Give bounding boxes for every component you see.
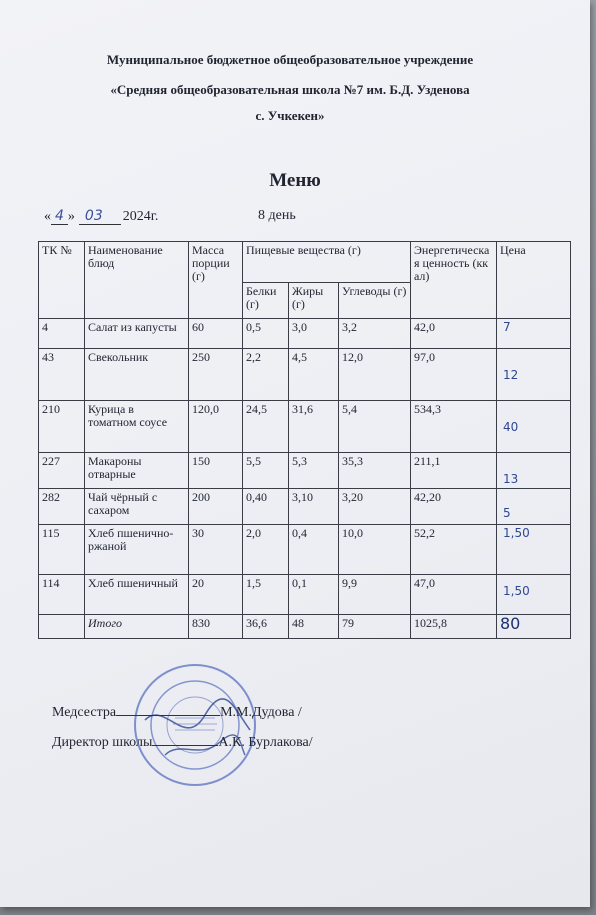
cell-tk: 210 [39,401,85,453]
col-header-mass: Масса порции (г) [189,242,243,319]
cell-tk: 4 [39,319,85,349]
director-name: А.К. Бурлакова/ [218,735,313,750]
cell-mass: 20 [189,575,243,615]
cell-proteins: 2,2 [243,349,289,401]
nurse-label: Медсестра [52,705,117,720]
price-value: 13 [503,472,519,486]
price-value: 12 [503,368,519,382]
date-close-quote: » [67,209,75,224]
cell-mass: 150 [189,453,243,489]
cell-mass: 30 [189,525,243,575]
cell-price [497,525,571,575]
cell-energy: 42,0 [411,319,497,349]
cell-proteins: 2,0 [243,525,289,575]
director-signature-line [52,735,313,751]
col-header-price: Цена [497,242,571,319]
total-mass: 830 [189,615,243,639]
cell-proteins: 24,5 [243,401,289,453]
school-header-line-1: Муниципальное бюджетное общеобразовательное учреждение [106,52,474,67]
cell-mass: 250 [189,349,243,401]
date-month: 03 [79,208,121,225]
menu-table [38,241,571,639]
table-total-row [39,615,571,639]
table-row [39,489,571,525]
cell-proteins: 0,5 [243,319,289,349]
cell-carbs: 35,3 [339,453,411,489]
date-day: 4 [51,208,68,225]
col-header-energy: Энергетическая ценность (ккал) [411,242,497,319]
cell-name: Салат из капусты [85,319,189,349]
cell-mass: 120,0 [189,401,243,453]
total-label: Итого [85,615,189,639]
cell-energy: 211,1 [411,453,497,489]
cell-energy: 42,20 [411,489,497,525]
cell-price [497,401,571,453]
table-row [39,349,571,401]
cell-name: Курица в томатном соусе [85,401,189,453]
col-header-nutrients: Пищевые вещества (г) [243,242,411,283]
table-row [39,575,571,615]
cell-energy: 47,0 [411,575,497,615]
cell-price [497,349,571,401]
col-header-name: Наименование блюд [85,242,189,319]
total-fats: 48 [289,615,339,639]
cell-name: Хлеб пшеничный [85,575,189,615]
col-header-fats: Жиры (г) [289,283,339,319]
total-price-cell [497,615,571,639]
total-proteins: 36,6 [243,615,289,639]
cell-fats: 4,5 [289,349,339,401]
total-carbs: 79 [339,615,411,639]
cell-mass: 200 [189,489,243,525]
cell-proteins: 1,5 [243,575,289,615]
cell-carbs: 5,4 [339,401,411,453]
cell-carbs: 9,9 [339,575,411,615]
cell-fats: 3,0 [289,319,339,349]
cell-price [497,489,571,525]
cell-proteins: 5,5 [243,453,289,489]
cell-fats: 0,1 [289,575,339,615]
cell-carbs: 3,20 [339,489,411,525]
nurse-signature-line [52,705,302,721]
total-energy: 1025,8 [411,615,497,639]
cell-name: Чай чёрный с сахаром [85,489,189,525]
cell-tk: 43 [39,349,85,401]
date-line [44,208,158,225]
cell-fats: 3,10 [289,489,339,525]
price-value: 5 [503,506,511,520]
cell-tk: 115 [39,525,85,575]
cell-name: Макароны отварные [85,453,189,489]
cell-mass: 60 [189,319,243,349]
table-row [39,319,571,349]
cell-fats: 0,4 [289,525,339,575]
cell-name: Хлеб пшенично-ржаной [85,525,189,575]
director-label: Директор школы [52,735,153,750]
page-title: Меню [269,170,321,191]
cell-tk [39,615,85,639]
table-row [39,525,571,575]
col-header-tk: ТК № [39,242,85,319]
cell-price [497,453,571,489]
price-value: 1,50 [503,584,530,598]
cell-energy: 97,0 [411,349,497,401]
cell-price [497,575,571,615]
cell-tk: 227 [39,453,85,489]
nurse-name: М.М.Дудова / [220,705,302,720]
cell-carbs: 3,2 [339,319,411,349]
table-row [39,401,571,453]
school-header-line-3: с. Учкекен» [255,108,325,123]
cell-carbs: 10,0 [339,525,411,575]
cell-fats: 31,6 [289,401,339,453]
price-value: 7 [503,320,511,334]
table-row [39,453,571,489]
cell-price [497,319,571,349]
cell-energy: 52,2 [411,525,497,575]
date-open-quote: « [44,209,51,224]
price-value: 1,50 [503,526,530,540]
school-stamp-seal [125,660,265,790]
col-header-carbs: Углеводы (г) [339,283,411,319]
date-year: 2024г. [122,209,159,224]
day-number: 8 день [258,208,296,223]
cell-proteins: 0,40 [243,489,289,525]
col-header-proteins: Белки (г) [243,283,289,319]
cell-fats: 5,3 [289,453,339,489]
cell-carbs: 12,0 [339,349,411,401]
price-value: 40 [503,420,519,434]
cell-energy: 534,3 [411,401,497,453]
total-price: 80 [500,614,521,633]
cell-name: Свекольник [85,349,189,401]
school-header-line-2: «Средняя общеобразовательная школа №7 им. Б.Д. Узденова [110,82,470,97]
cell-tk: 114 [39,575,85,615]
cell-tk: 282 [39,489,85,525]
